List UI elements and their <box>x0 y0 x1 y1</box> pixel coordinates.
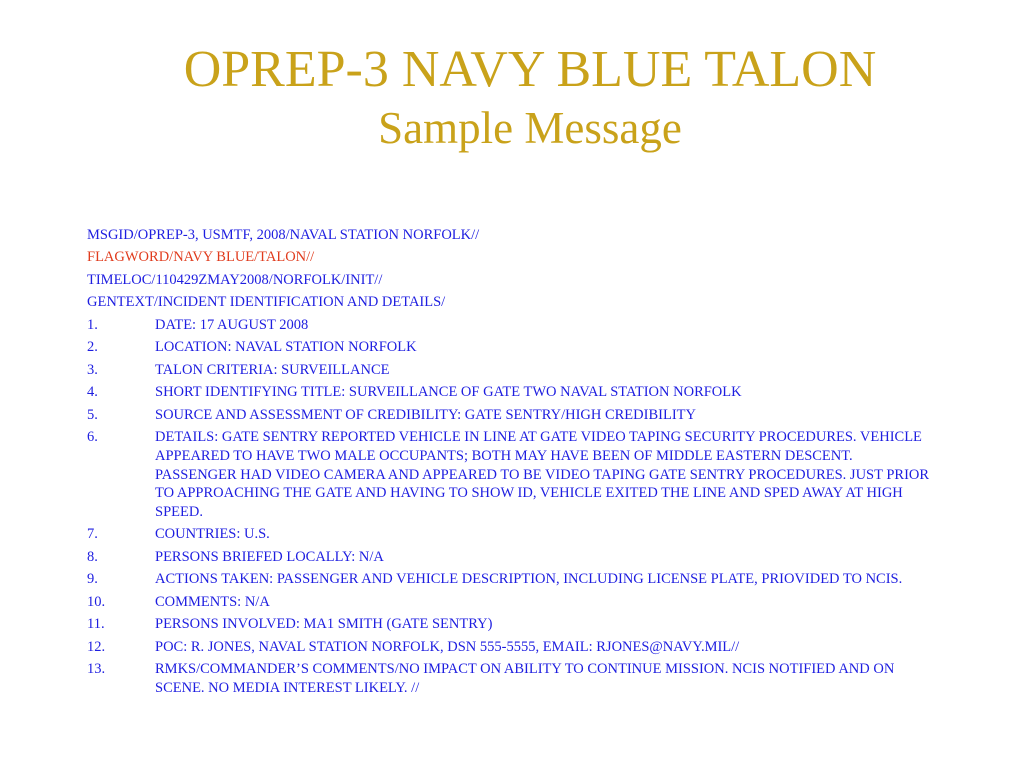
list-item <box>87 525 937 544</box>
item-text: PERSONS INVOLVED: MA1 SMITH (GATE SENTRY) <box>155 616 493 633</box>
item-number: 1. <box>87 316 98 333</box>
item-number: 10. <box>87 593 106 610</box>
item-text: COMMENTS: N/A <box>155 593 270 610</box>
item-number: 13. <box>87 661 106 678</box>
list-item <box>87 338 937 357</box>
list-item <box>87 615 937 634</box>
item-text: DETAILS: GATE SENTRY REPORTED VEHICLE IN LINE AT GATE VIDEO TAPING SECURITY PROCEDURES. VEHICLE APPEARED TO HAVE TWO MALE OCCUPANTS; BOTH MAY HAVE BEEN OF MIDDLE EASTERN DESCENT. PASSENGER HAD VIDEO CAMERA AND APPEARED TO BE VIDEO TAPING GATE SENTRY PROCEDURES. JUST PRIOR TO APPROACHING THE GATE AND HAVING TO SHOW ID, VEHICLE EXITED THE LINE AND SPED AWAY AT HIGH SPEED. <box>155 429 930 520</box>
item-number: 6. <box>87 429 98 446</box>
list-item <box>87 361 937 380</box>
item-number: 11. <box>87 616 105 633</box>
slide-title: OPREP-3 NAVY BLUE TALON <box>183 41 877 98</box>
item-text: LOCATION: NAVAL STATION NORFOLK <box>155 339 417 356</box>
title-block <box>0 40 1024 156</box>
item-number: 7. <box>87 526 98 543</box>
timeloc-line: TIMELOC/110429ZMAY2008/NORFOLK/INIT// <box>87 271 383 288</box>
list-item <box>87 548 937 567</box>
item-number: 4. <box>87 384 98 401</box>
item-number: 9. <box>87 571 98 588</box>
list-item <box>87 660 937 697</box>
list-item <box>87 570 937 589</box>
item-text: ACTIONS TAKEN: PASSENGER AND VEHICLE DESCRIPTION, INCLUDING LICENSE PLATE, PRIOVIDED TO NCIS. <box>155 571 903 588</box>
list-item <box>87 316 937 335</box>
item-text: RMKS/COMMANDER’S COMMENTS/NO IMPACT ON ABILITY TO CONTINUE MISSION. NCIS NOTIFIED AND ON SCENE. NO MEDIA INTEREST LIKELY. // <box>155 661 895 696</box>
gentext-line: GENTEXT/INCIDENT IDENTIFICATION AND DETAILS/ <box>87 294 446 311</box>
list-item <box>87 406 937 425</box>
item-text: SOURCE AND ASSESSMENT OF CREDIBILITY: GATE SENTRY/HIGH CREDIBILITY <box>155 406 696 423</box>
item-text: COUNTRIES: U.S. <box>155 526 270 543</box>
list-item <box>87 428 937 521</box>
slide-subtitle: Sample Message <box>378 103 682 153</box>
item-text: SHORT IDENTIFYING TITLE: SURVEILLANCE OF GATE TWO NAVAL STATION NORFOLK <box>155 384 742 401</box>
message-body <box>87 226 937 701</box>
item-number: 5. <box>87 406 98 423</box>
item-text: DATE: 17 AUGUST 2008 <box>155 316 309 333</box>
flagword-line: FLAGWORD/NAVY BLUE/TALON// <box>87 249 315 266</box>
item-text: PERSONS BRIEFED LOCALLY: N/A <box>155 548 384 565</box>
item-number: 2. <box>87 339 98 356</box>
item-number: 12. <box>87 638 106 655</box>
item-text: POC: R. JONES, NAVAL STATION NORFOLK, DSN 555-5555, EMAIL: RJONES@NAVY.MIL// <box>155 638 740 655</box>
list-item <box>87 593 937 612</box>
item-text: TALON CRITERIA: SURVEILLANCE <box>155 361 390 378</box>
msgid-line: MSGID/OPREP-3, USMTF, 2008/NAVAL STATION NORFOLK// <box>87 227 480 243</box>
list-item <box>87 638 937 657</box>
item-number: 3. <box>87 361 98 378</box>
list-item <box>87 383 937 402</box>
item-number: 8. <box>87 548 98 565</box>
